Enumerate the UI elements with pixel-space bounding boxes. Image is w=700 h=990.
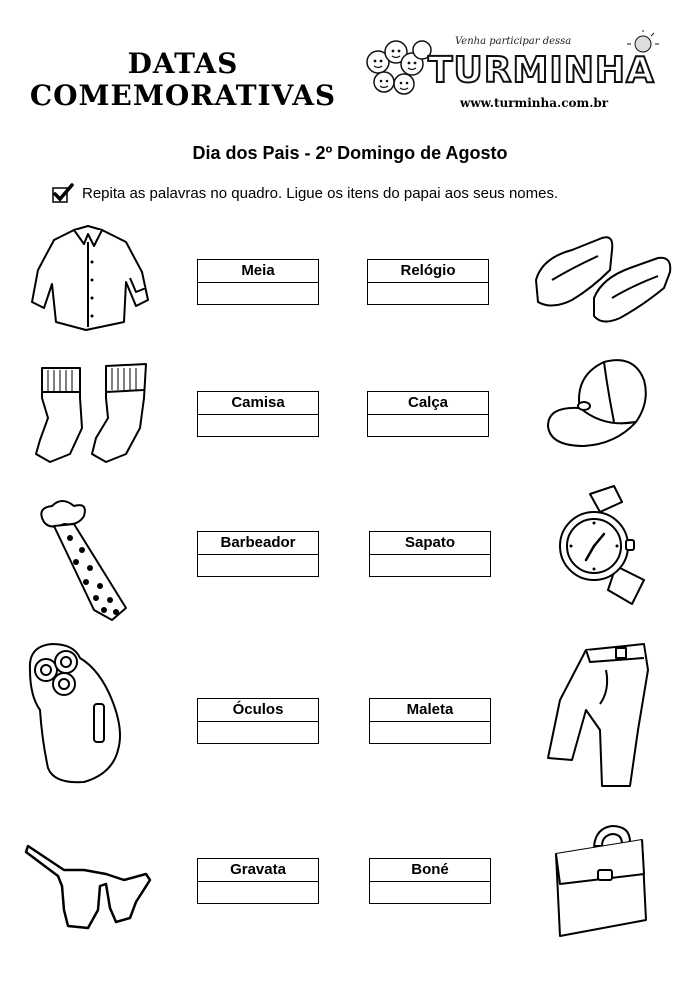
- answer-blank[interactable]: [370, 722, 490, 744]
- answer-blank[interactable]: [370, 882, 490, 904]
- tie-icon[interactable]: [34, 498, 132, 624]
- word-label: Gravata: [198, 859, 318, 882]
- word-box[interactable]: [197, 391, 319, 437]
- word-label: Barbeador: [198, 532, 318, 555]
- word-label: Maleta: [370, 699, 490, 722]
- watch-icon[interactable]: [550, 484, 654, 610]
- shirt-icon[interactable]: [26, 222, 156, 334]
- shaver-icon[interactable]: [24, 640, 130, 786]
- word-label: Sapato: [370, 532, 490, 555]
- answer-blank[interactable]: [368, 283, 488, 305]
- word-box[interactable]: [367, 259, 489, 305]
- answer-blank[interactable]: [368, 415, 488, 437]
- cap-icon[interactable]: [544, 356, 650, 450]
- word-box[interactable]: [369, 858, 491, 904]
- word-box[interactable]: [197, 698, 319, 744]
- word-label: Meia: [198, 260, 318, 283]
- word-box[interactable]: [367, 391, 489, 437]
- word-label: Boné: [370, 859, 490, 882]
- logo-wordmark: TURMINHA: [428, 50, 655, 91]
- instruction-text: Repita as palavras no quadro. Ligue os itens do papai aos seus nomes.: [82, 184, 559, 202]
- word-label: Camisa: [198, 392, 318, 415]
- shoes-icon[interactable]: [532, 228, 674, 326]
- socks-icon[interactable]: [30, 358, 152, 468]
- word-label: Óculos: [198, 699, 318, 722]
- logo-url: www.turminha.com.br: [460, 96, 609, 110]
- word-box[interactable]: [369, 698, 491, 744]
- title-line-2: COMEMORATIVAS: [29, 79, 337, 112]
- word-box[interactable]: [197, 858, 319, 904]
- pants-icon[interactable]: [546, 640, 650, 788]
- word-box[interactable]: [197, 531, 319, 577]
- worksheet-title: [18, 48, 348, 112]
- title-line-1: DATAS: [127, 47, 239, 80]
- checkbox-check-icon: [52, 183, 74, 203]
- answer-blank[interactable]: [198, 415, 318, 437]
- word-label: Calça: [368, 392, 488, 415]
- answer-blank[interactable]: [370, 555, 490, 577]
- word-box[interactable]: [369, 531, 491, 577]
- briefcase-icon[interactable]: [550, 824, 648, 942]
- word-box[interactable]: [197, 259, 319, 305]
- answer-blank[interactable]: [198, 555, 318, 577]
- glasses-icon[interactable]: [24, 840, 154, 932]
- logo-tagline: Venha participar dessa: [455, 36, 572, 47]
- answer-blank[interactable]: [198, 283, 318, 305]
- answer-blank[interactable]: [198, 722, 318, 744]
- page-subtitle: Dia dos Pais - 2º Domingo de Agosto: [192, 143, 508, 163]
- answer-blank[interactable]: [198, 882, 318, 904]
- instruction: [52, 183, 558, 203]
- word-label: Relógio: [368, 260, 488, 283]
